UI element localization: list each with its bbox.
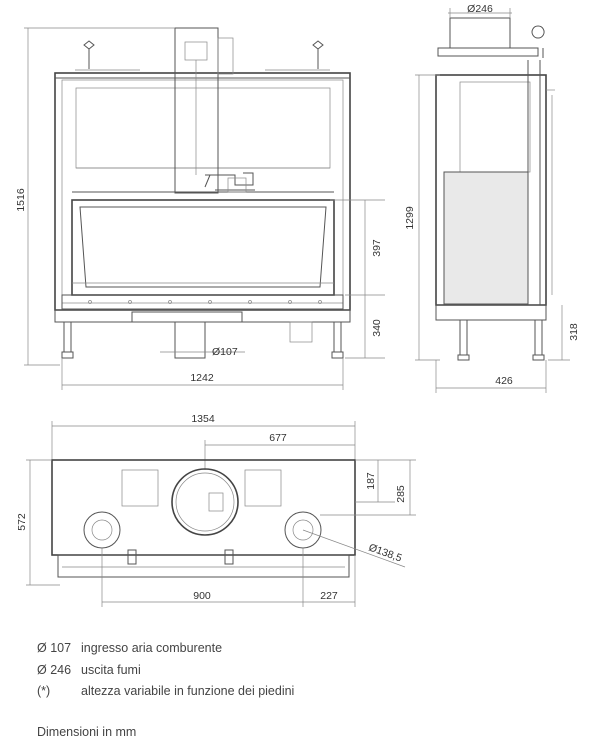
glass-door xyxy=(72,200,334,295)
legend-text: altezza variabile in funzione dei piedini xyxy=(81,684,295,698)
dim-246: Ø246 xyxy=(467,3,493,15)
air-duct-107 xyxy=(175,322,205,358)
legend-symbol: Ø 246 xyxy=(37,663,72,677)
legend-symbol: Ø 107 xyxy=(37,641,72,655)
legend-text: ingresso aria comburente xyxy=(81,641,223,655)
dim-677: 677 xyxy=(269,432,287,444)
dim-1299: 1299 xyxy=(404,206,416,230)
dim-285: 285 xyxy=(395,485,407,503)
dim-1354: 1354 xyxy=(191,413,215,425)
units-note: Dimensioni in mm xyxy=(37,725,137,739)
side-legs xyxy=(458,320,544,360)
dim-426: 426 xyxy=(495,375,513,387)
air-inlet-left xyxy=(84,512,120,548)
flue-collar xyxy=(450,18,510,48)
front-legs xyxy=(62,322,343,358)
dim-138: Ø138,5 xyxy=(366,541,404,565)
flue-ring-246 xyxy=(172,469,238,535)
legend-item-flue xyxy=(37,663,141,677)
dim-1516: 1516 xyxy=(15,188,27,212)
legend-item-note xyxy=(37,684,294,698)
front-view xyxy=(15,28,385,390)
dim-107: Ø107 xyxy=(212,346,238,358)
top-view xyxy=(16,413,416,607)
dim-1242: 1242 xyxy=(190,372,214,384)
side-view xyxy=(404,3,580,393)
dim-397: 397 xyxy=(371,239,383,257)
legend-item-air xyxy=(37,641,222,655)
top-body xyxy=(52,460,355,555)
dim-187: 187 xyxy=(365,472,377,490)
dim-318: 318 xyxy=(568,323,580,341)
dim-227: 227 xyxy=(320,590,338,602)
dim-340: 340 xyxy=(371,319,383,337)
legend-text: uscita fumi xyxy=(81,663,141,677)
dim-900: 900 xyxy=(193,590,211,602)
legend-symbol: (*) xyxy=(37,684,51,698)
dim-572: 572 xyxy=(16,513,28,531)
